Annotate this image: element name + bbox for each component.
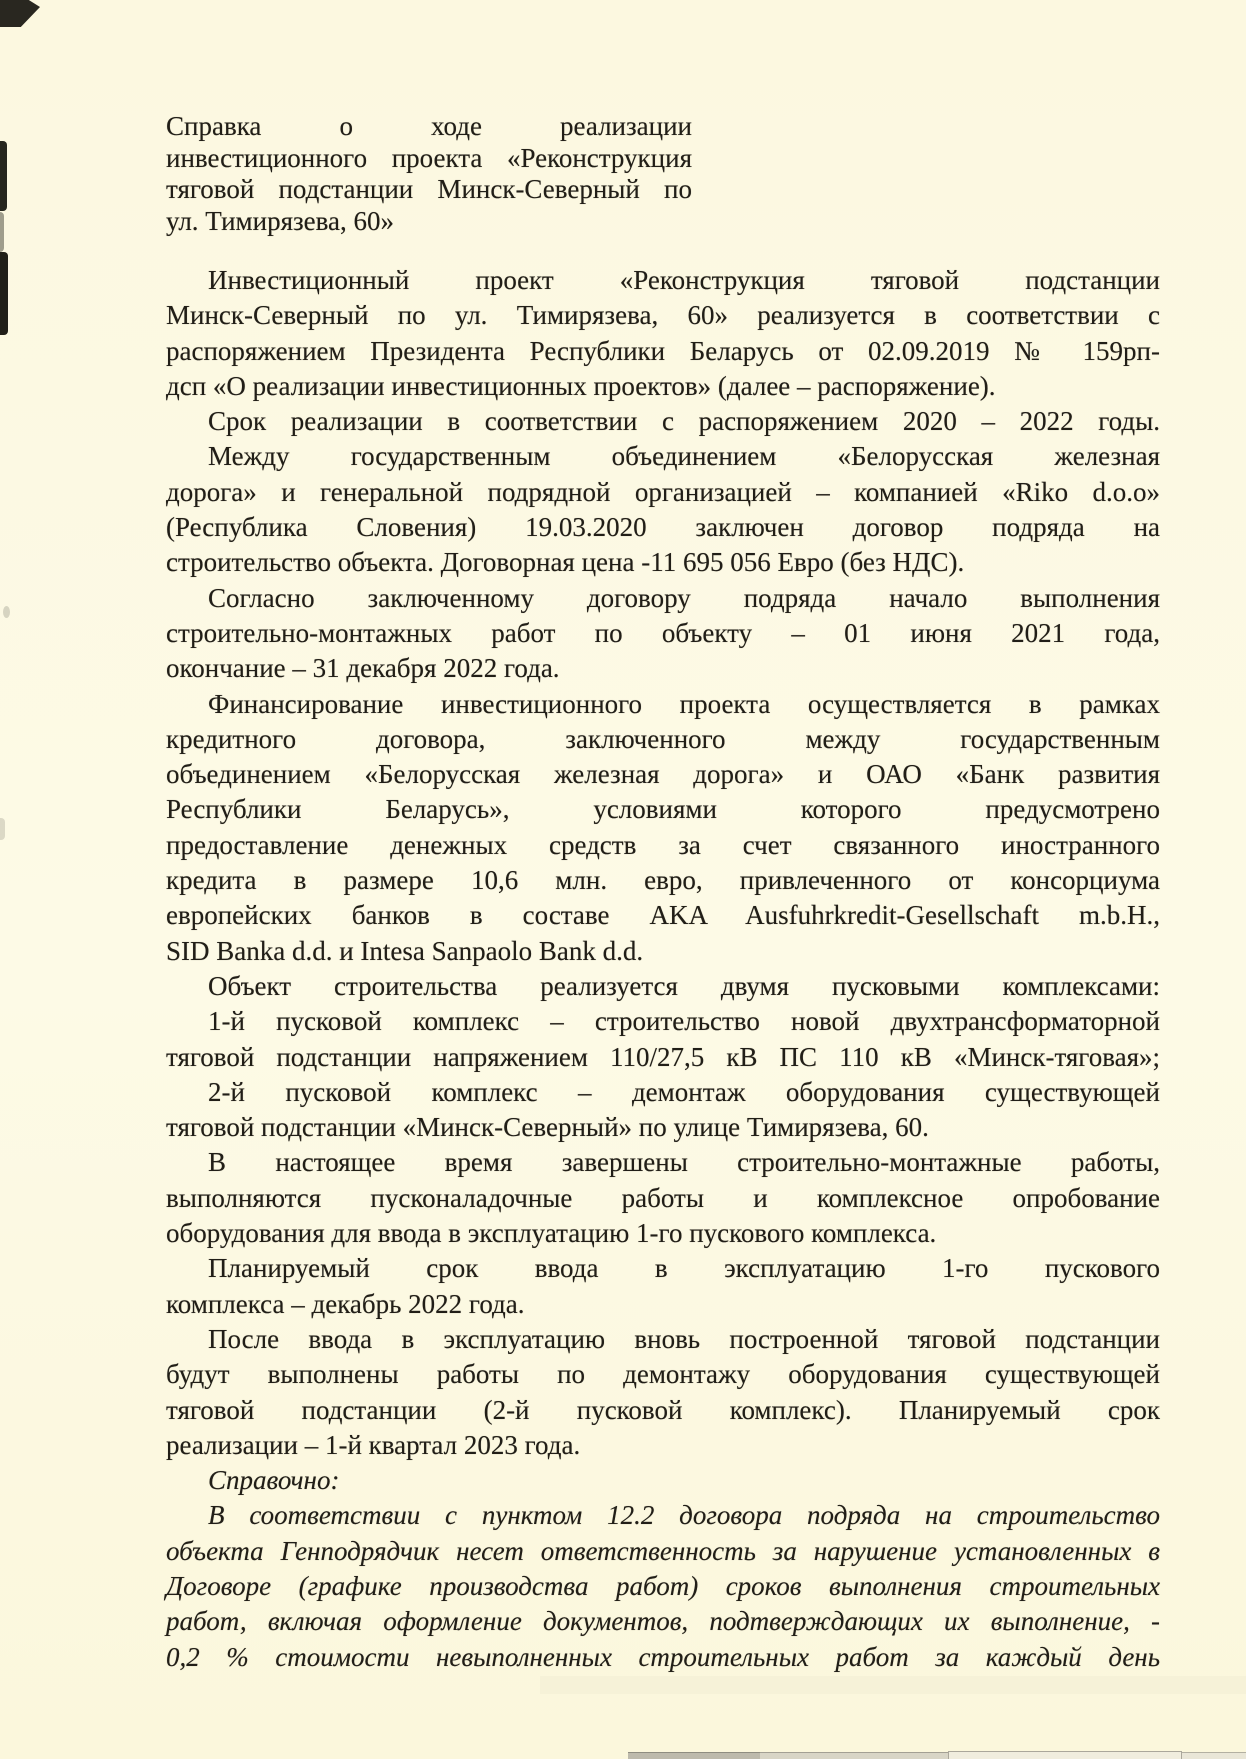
- left-edge-scan-mark-3: [0, 252, 8, 335]
- text-line: объекта Генподрядчик несет ответственность за нарушение установленных в: [166, 1535, 1160, 1566]
- text-line: строительство объекта. Договорная цена -11 695 056 Евро (без НДС).: [166, 547, 965, 578]
- paragraph: [166, 1322, 1160, 1463]
- text-line: тяговой подстанции «Минск-Северный» по улице Тимирязева, 60.: [166, 1112, 929, 1143]
- bottom-edge-strip-1: [628, 1752, 760, 1759]
- scan-shading-band: [540, 1676, 1246, 1694]
- text-line: В соответствии с пунктом 12.2 договора подряда на строительство: [208, 1500, 1160, 1531]
- paragraph: [166, 1145, 1160, 1251]
- text-line: Согласно заключенному договору подряда начало выполнения: [208, 582, 1160, 613]
- text-line: выполняются пусконаладочные работы и комплексное опробование: [166, 1182, 1160, 1213]
- text-line: Справка о ходе реализации: [166, 111, 692, 141]
- paragraph: [166, 1463, 1160, 1498]
- text-line: реализации – 1-й квартал 2023 года.: [166, 1429, 581, 1460]
- text-line: Справочно:: [208, 1465, 340, 1496]
- paragraph: [166, 1075, 1160, 1146]
- text-line: будут выполнены работы по демонтажу оборудования существующей: [166, 1359, 1160, 1390]
- text-line: 1-й пусковой комплекс – строительство новой двухтрансформаторной: [208, 1006, 1160, 1037]
- text-line: оборудования для ввода в эксплуатацию 1-го пускового комплекса.: [166, 1218, 937, 1249]
- text-line: Финансирование инвестиционного проекта осуществляется в рамках: [208, 688, 1160, 719]
- text-line: окончание – 31 декабря 2022 года.: [166, 653, 560, 684]
- text-line: Республики Беларусь», условиями которого предусмотрено: [166, 794, 1160, 825]
- left-edge-scan-mark-1: [0, 141, 7, 211]
- text-line: работ, включая оформление документов, подтверждающих их выполнение, -: [166, 1606, 1160, 1637]
- text-line: кредитного договора, заключенного между государственным: [166, 723, 1160, 754]
- text-line: дорога» и генеральной подрядной организацией – компанией «Riko d.o.o»: [166, 476, 1160, 507]
- text-line: (Республика Словения) 19.03.2020 заключен договор подряда на: [166, 512, 1160, 543]
- text-line: инвестиционного проекта «Реконструкция: [166, 142, 692, 173]
- text-line: объединением «Белорусская железная дорога» и ОАО «Банк развития: [166, 759, 1160, 790]
- document-body: [166, 263, 1160, 1675]
- paragraph: [166, 687, 1160, 969]
- paragraph: [166, 1498, 1160, 1674]
- paragraph: [166, 263, 1160, 404]
- text-line: После ввода в эксплуатацию вновь построенной тяговой подстанции: [208, 1323, 1160, 1354]
- margin-speck: [3, 606, 10, 618]
- text-line: Минск-Северный по ул. Тимирязева, 60» реализуется в соответствии с: [166, 300, 1160, 331]
- text-line: Планируемый срок ввода в эксплуатацию 1-го пускового: [208, 1253, 1160, 1284]
- text-line: Договоре (графике производства работ) сроков выполнения строительных: [166, 1570, 1160, 1601]
- text-line: дсп «О реализации инвестиционных проектов» (далее – распоряжение).: [166, 370, 996, 401]
- text-line: европейских банков в составе AKA Ausfuhrkredit-Gesellschaft m.b.H.,: [166, 900, 1160, 931]
- text-line: Между государственным объединением «Белорусская железная: [208, 441, 1160, 472]
- document-title: [166, 111, 692, 237]
- text-line: В настоящее время завершены строительно-монтажные работы,: [208, 1147, 1160, 1178]
- bottom-edge-strip-2: [760, 1752, 948, 1759]
- corner-scan-mark: [0, 0, 40, 27]
- text-line: комплекса – декабрь 2022 года.: [166, 1288, 525, 1319]
- text-line: тяговой подстанции (2-й пусковой комплекс). Планируемый срок: [166, 1394, 1160, 1425]
- paragraph: [166, 969, 1160, 1004]
- text-line: Инвестиционный проект «Реконструкция тяговой подстанции: [208, 265, 1160, 295]
- text-line: распоряжением Президента Республики Беларусь от 02.09.2019 № 159рп-: [166, 335, 1160, 366]
- left-edge-scan-mark-2: [0, 212, 4, 252]
- text-line: кредита в размере 10,6 млн. евро, привлеченного от консорциума: [166, 865, 1160, 896]
- paragraph: [166, 1004, 1160, 1075]
- paragraph: [166, 404, 1160, 439]
- margin-smudge: [0, 818, 5, 840]
- paragraph: [166, 1251, 1160, 1322]
- text-line: 2-й пусковой комплекс – демонтаж оборудования существующей: [208, 1076, 1160, 1107]
- paragraph: [166, 439, 1160, 580]
- text-line: SID Banka d.d. и Intesa Sanpaolo Bank d.d.: [166, 935, 644, 966]
- text-line: ул. Тимирязева, 60»: [166, 205, 395, 236]
- text-line: 0,2 % стоимости невыполненных строительных работ за каждый день: [166, 1641, 1160, 1672]
- bottom-edge-strip-3: [948, 1751, 1182, 1759]
- text-line: предоставление денежных средств за счет связанного иностранного: [166, 829, 1160, 860]
- text-line: тяговой подстанции Минск-Северный по: [166, 174, 692, 205]
- text-line: Срок реализации в соответствии с распоряжением 2020 – 2022 годы.: [208, 406, 1160, 437]
- text-line: Объект строительства реализуется двумя пусковыми комплексами:: [208, 970, 1160, 1001]
- paragraph: [166, 581, 1160, 687]
- text-line: тяговой подстанции напряжением 110/27,5 кВ ПС 110 кВ «Минск-тяговая»;: [166, 1041, 1160, 1072]
- text-line: строительно-монтажных работ по объекту – 01 июня 2021 года,: [166, 617, 1160, 648]
- bottom-edge-strip-4: [1182, 1752, 1246, 1759]
